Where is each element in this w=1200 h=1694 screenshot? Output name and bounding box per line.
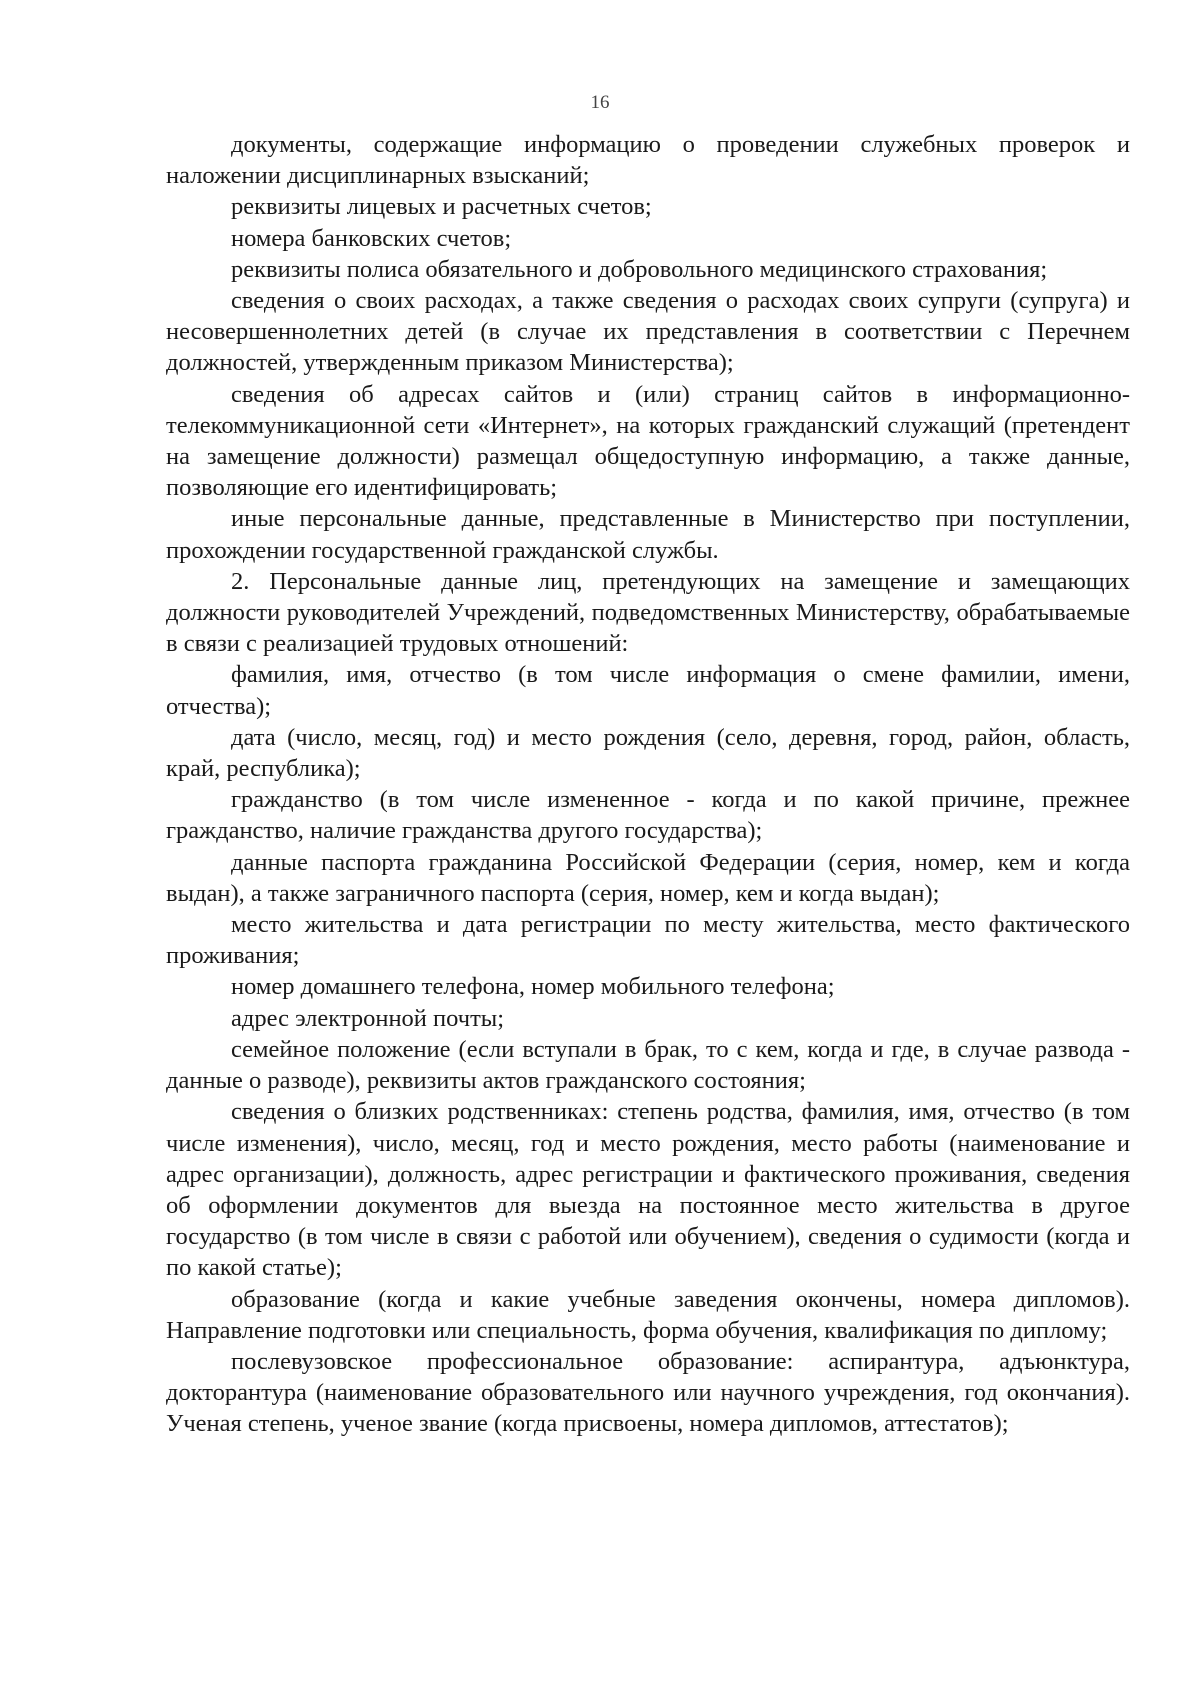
paragraph: данные паспорта гражданина Российской Федерации (серия, номер, кем и когда выдан), а также заграничного паспорта (серия, номер, кем и когда выдан);	[166, 848, 1130, 907]
paragraph: реквизиты полиса обязательного и добровольного медицинского страхования;	[231, 255, 1048, 283]
paragraph: сведения о своих расходах, а также сведения о расходах своих супруги (супруга) и несовершеннолетних детей (в случае их представления в соответствии с Перечнем должностей, утвержденным приказом Министерства);	[166, 287, 1130, 377]
paragraph: номера банковских счетов;	[231, 224, 512, 252]
paragraph: номер домашнего телефона, номер мобильного телефона;	[231, 973, 835, 1001]
paragraph: документы, содержащие информацию о проведении служебных проверок и наложении дисциплинарных взысканий;	[166, 131, 1130, 190]
document-body	[166, 129, 1130, 1440]
paragraph: 2. Персональные данные лиц, претендующих на замещение и замещающих должности руководителей Учреждений, подведомственных Министерству, обрабатываемые в связи с реализацией трудовых отношений:	[166, 567, 1130, 658]
paragraph: гражданство (в том числе измененное - когда и по какой причине, прежнее гражданство, наличие гражданства другого государства);	[166, 786, 1130, 845]
paragraph: фамилия, имя, отчество (в том числе информация о смене фамилии, имени, отчества);	[166, 661, 1130, 720]
paragraph: послевузовское профессиональное образование: аспирантура, адъюнктура, докторантура (наименование образовательного или научного учреждения, год окончания). Ученая степень, ученое звание (когда присвоены, номера дипломов, аттестатов);	[166, 1347, 1130, 1438]
page-number: 16	[590, 92, 610, 113]
paragraph: семейное положение (если вступали в брак, то с кем, когда и где, в случае развода - данные о разводе), реквизиты актов гражданского состояния;	[166, 1035, 1130, 1095]
paragraph: сведения о близких родственниках: степень родства, фамилия, имя, отчество (в том числе изменения), число, месяц, год и место рождения, место работы (наименование и адрес организации), должность, адрес регистрации и фактического проживания, сведения об оформлении документов для выезда на постоянное место жительства в другое государство (в том числе в связи с работой или обучением), сведения о судимости (когда и по какой статье);	[166, 1098, 1130, 1282]
paragraph: адрес электронной почты;	[231, 1004, 505, 1032]
paragraph: иные персональные данные, представленные в Министерство при поступлении, прохождении государственной гражданской службы.	[166, 505, 1130, 564]
paragraph: образование (когда и какие учебные заведения окончены, номера дипломов). Направление подготовки или специальность, форма обучения, квалификация по диплому;	[166, 1285, 1130, 1344]
paragraph: сведения об адресах сайтов и (или) страниц сайтов в информационно-телекоммуникационной сети «Интернет», на которых гражданский служащий (претендент на замещение должности) размещал общедоступную информацию, а также данные, позволяющие его идентифицировать;	[166, 380, 1130, 502]
paragraph: место жительства и дата регистрации по месту жительства, место фактического проживания;	[166, 911, 1130, 970]
paragraph: реквизиты лицевых и расчетных счетов;	[231, 193, 652, 221]
paragraph: дата (число, месяц, год) и место рождения (село, деревня, город, район, область, край, республика);	[166, 723, 1130, 783]
